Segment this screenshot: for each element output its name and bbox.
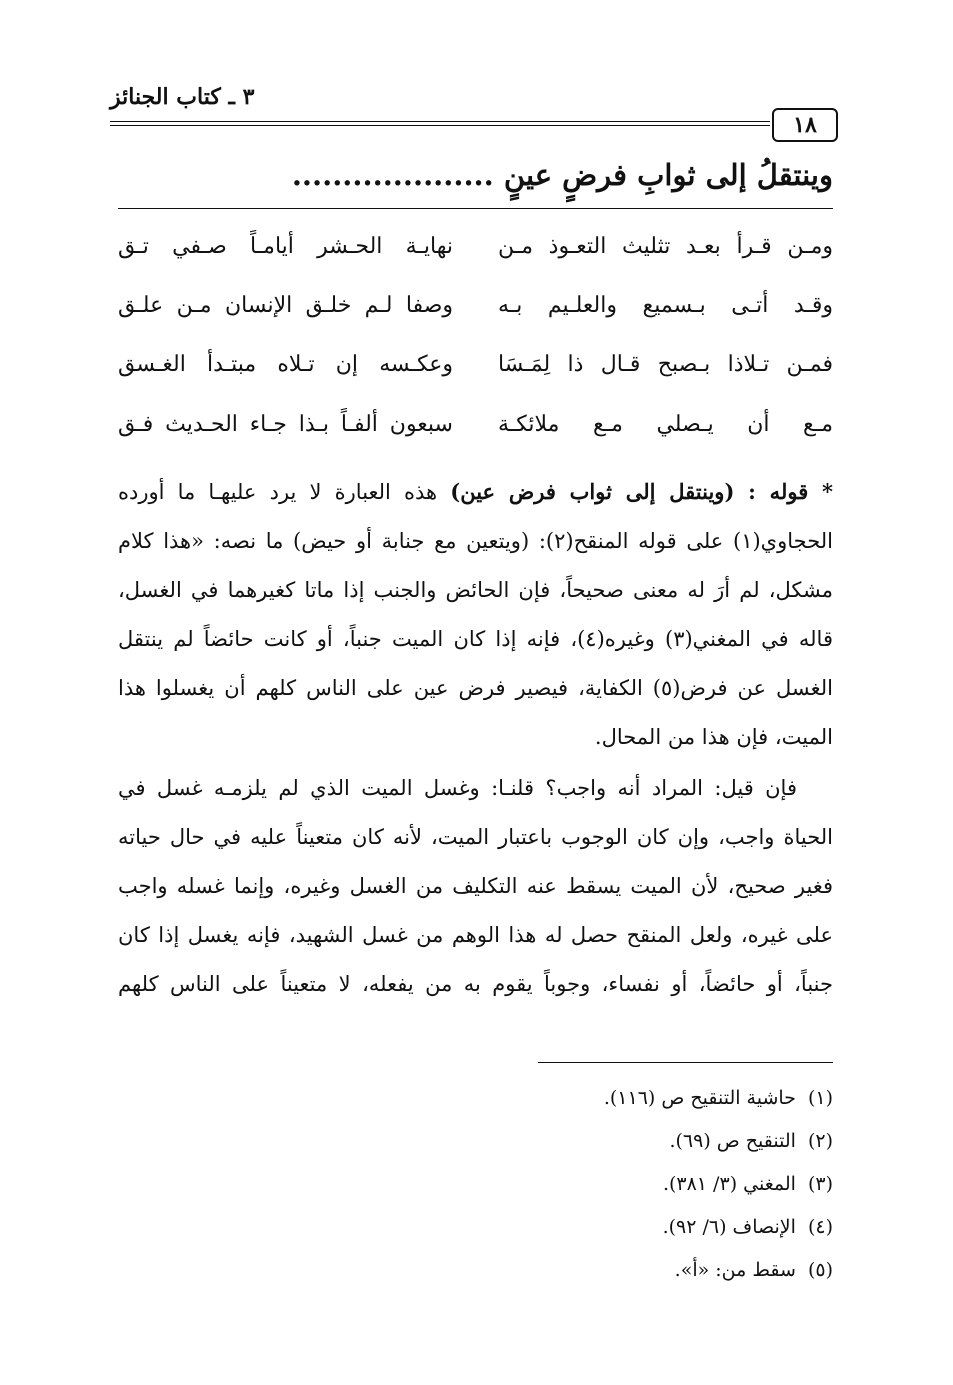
paragraph-line: مشكل، لم أرَ له معنى صحيحاً، فإن الحائض والجنب إذا ماتا كغيرهما في الغسل،: [118, 578, 833, 602]
footnotes: [118, 1078, 833, 1293]
footnote-4: [118, 1207, 833, 1250]
paragraph-line: قاله في المغني(٣) وغيره(٤)، فإنه إذا كان الميت جنباً، أو كانت حائضاً لم ينتقل: [118, 627, 833, 651]
line-text: هذه العبارة لا يرد عليهـا ما أورده: [118, 480, 438, 504]
header-rule-double: [110, 125, 770, 126]
matn-text: وينتقلُ إلى ثوابِ فرضٍ عينٍ: [503, 158, 833, 192]
matn-rule: [118, 208, 833, 209]
paragraph-line: [118, 467, 833, 517]
paragraph-line: الحياة واجب، وإن كان الوجوب باعتبار الميت، لأنه كان متعيناً عليه في حال حياته: [118, 825, 833, 849]
footnote-text: حاشية التنقيح ص (١١٦).: [603, 1087, 796, 1109]
poem-verse-2: [118, 293, 833, 333]
footnote-text: التنقيح ص (٦٩).: [669, 1130, 796, 1152]
matn-dots: ....................: [291, 158, 494, 192]
quoted-matn: * قوله : (وينتقل إلى ثواب فرض عين): [450, 479, 833, 504]
paragraph-line: الميت، فإن هذا من المحال.: [594, 725, 833, 749]
paragraph-line: فغير صحيح، لأن الميت يسقط عنه التكليف من الغسل وغيره، وإنما غسله واجب: [118, 874, 833, 898]
verse-second-hemistich: سبعون ألفـاً بـذا جـاء الحـديث فـق: [118, 412, 453, 437]
running-title: ٣ ـ كتاب الجنائز: [110, 84, 255, 110]
poem-verse-3: [118, 352, 833, 392]
footnote-number: (١): [807, 1087, 833, 1109]
paragraph-line: فإن قيل: المراد أنه واجب؟ قلنـا: وغسل الميت الذي لم يلزمـه غسل في: [118, 776, 797, 800]
footnote-number: (٥): [807, 1259, 833, 1281]
footnote-3: [118, 1164, 833, 1207]
paragraph-line: جنباً، أو حائضاً، أو نفساء، وجوباً يقوم به من يفعله، لا متعيناً على الناس كلهم: [118, 972, 833, 996]
matn-heading: [118, 158, 833, 192]
footnote-2: [118, 1121, 833, 1164]
paragraph-line: الحجاوي(١) على قوله المنقح(٢): (ويتعين مع جنابة أو حيض) ما نصه: «هذا كلام: [118, 529, 833, 553]
verse-first-hemistich: مـع أن يـصلي مـع ملائكـة: [498, 412, 833, 437]
poem-verse-1: [118, 234, 833, 274]
verse-second-hemistich: نهايـة الحـشر أيامـاً صـفي تـق: [118, 234, 453, 259]
paragraph-line: على غيره، ولعل المنقح حصل له هذا الوهم من غسل الشهيد، فإنه يغسل إذا كان: [118, 923, 833, 947]
poem-verse-4: [118, 412, 833, 452]
commentary-paragraph-2: [118, 764, 833, 1009]
footnote-number: (٤): [807, 1216, 833, 1238]
footnote-5: [118, 1250, 833, 1293]
footnote-separator: [538, 1062, 833, 1063]
verse-first-hemistich: فمـن تـلاذا بـصبح قـال ذا لِمَـسَا: [498, 352, 833, 377]
footnote-number: (٣): [807, 1173, 833, 1195]
footnote-number: (٢): [807, 1130, 833, 1152]
paragraph-line: الغسل عن فرض(٥) الكفاية، فيصير فرض عين على الناس كلهم أن يغسلوا هذا: [118, 676, 833, 700]
verse-second-hemistich: وصفا لـم خلـق الإنسان مـن علـق: [118, 293, 453, 318]
verse-first-hemistich: ومـن قـرأ بعـد تثليث التعـوذ مـن: [498, 234, 833, 259]
footnote-text: المغني (٣/ ٣٨١).: [662, 1173, 796, 1195]
commentary-paragraph-1: [118, 467, 833, 762]
header-rule: [110, 121, 770, 122]
footnote-text: سقط من: «أ».: [674, 1259, 796, 1281]
verse-second-hemistich: وعكـسه إن تـلاه مبتـدأ الغـسق: [118, 352, 453, 377]
verse-first-hemistich: وقـد أتـى بـسميع والعلـيم بـه: [498, 293, 833, 318]
page-number: ١٨: [772, 108, 838, 142]
footnote-text: الإنصاف (٦/ ٩٢).: [662, 1216, 796, 1238]
footnote-1: [118, 1078, 833, 1121]
